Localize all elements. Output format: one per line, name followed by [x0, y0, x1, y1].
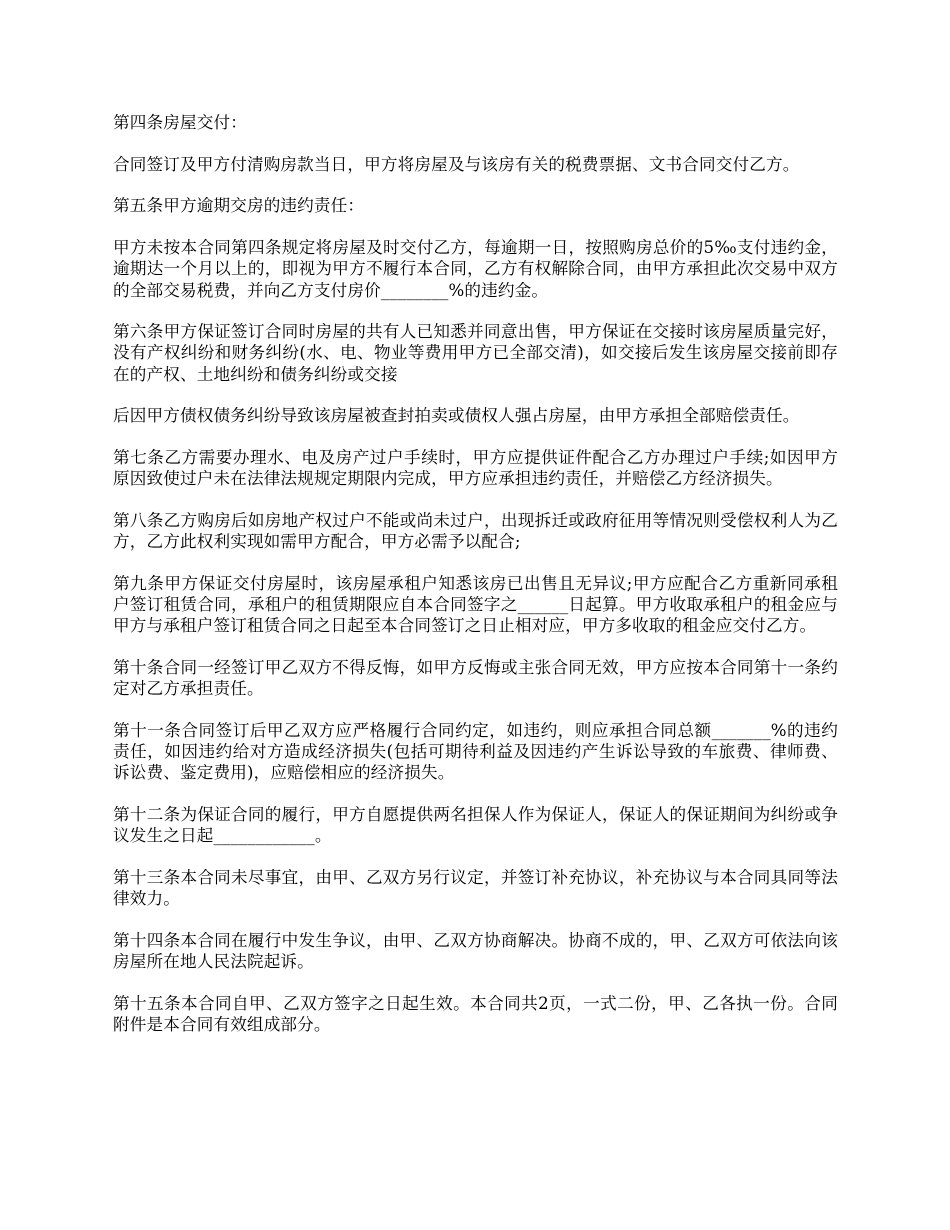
article-15-body: 第十五条本合同自甲、乙双方签字之日起生效。本合同共2页，一式二份，甲、乙各执一份。合同附件是本合同有效组成部分。	[113, 993, 838, 1034]
article-14-body: 第十四条本合同在履行中发生争议，由甲、乙双方协商解决。协商不成的，甲、乙双方可依法向该房屋所在地人民法院起诉。	[113, 930, 838, 971]
article-11-body: 第十一条合同签订后甲乙双方应严格履行合同约定，如违约，则应承担合同总额_______%的违约责任，如因违约给对方造成经济损失(包括可期待利益及因违约产生诉讼导致的车旅费、律师费、诉讼费、鉴定费用)，应赔偿相应的经济损失。	[113, 720, 838, 783]
article-4-body: 合同签订及甲方付清购房款当日，甲方将房屋及与该房有关的税费票据、文书合同交付乙方。	[113, 154, 800, 174]
article-13-body: 第十三条本合同未尽事宜，由甲、乙双方另行议定，并签订补充协议，补充协议与本合同具同等法律效力。	[113, 867, 838, 909]
article-4-heading: 第四条房屋交付：	[113, 113, 247, 132]
article-5-body: 甲方未按本合同第四条规定将房屋及时交付乙方，每逾期一日，按照购房总价的5‰支付违约金，逾期达一个月以上的，即视为甲方不履行本合同，乙方有权解除合同，由甲方承担此次交易中双方的全部交易税费，并向乙方支付房价________%的违约金。	[113, 238, 838, 300]
article-6-body: 第六条甲方保证签订合同时房屋的共有人已知悉并同意出售，甲方保证在交接时该房屋质量完好，没有产权纠纷和财务纠纷(水、电、物业等费用甲方已全部交清)，如交接后发生该房屋交接前即存在的产权、土地纠纷和债务纠纷或交接	[113, 322, 838, 384]
article-8-body: 第八条乙方购房后如房地产权过户不能或尚未过户，出现拆迁或政府征用等情况则受偿权利人为乙方，乙方此权利实现如需甲方配合，甲方必需予以配合;	[113, 510, 838, 552]
article-12-body: 第十二条为保证合同的履行，甲方自愿提供两名担保人作为保证人，保证人的保证期间为纠纷或争议发生之日起____________。	[113, 804, 838, 846]
article-7-body: 第七条乙方需要办理水、电及房产过户手续时，甲方应提供证件配合乙方办理过户手续;如因甲方原因致使过户未在法律法规规定期限内完成，甲方应承担违约责任，并赔偿乙方经济损失。	[113, 448, 838, 489]
article-9-body: 第九条甲方保证交付房屋时，该房屋承租户知悉该房已出售且无异议;甲方应配合乙方重新同承租户签订租赁合同，承租户的租赁期限应自本合同签字之______日起算。甲方收取承租户的租金应与甲方与承租户签订租赁合同之日起至本合同签订之日止相对应，甲方多收取的租金应交付乙方。	[113, 573, 838, 636]
article-5-heading: 第五条甲方逾期交房的违约责任：	[113, 196, 365, 216]
article-10-body: 第十条合同一经签订甲乙双方不得反悔，如甲方反悔或主张合同无效，甲方应按本合同第十一条约定对乙方承担责任。	[113, 657, 838, 699]
article-6-continuation: 后因甲方债权债务纠纷导致该房屋被查封拍卖或债权人强占房屋，由甲方承担全部赔偿责任。	[113, 406, 800, 426]
